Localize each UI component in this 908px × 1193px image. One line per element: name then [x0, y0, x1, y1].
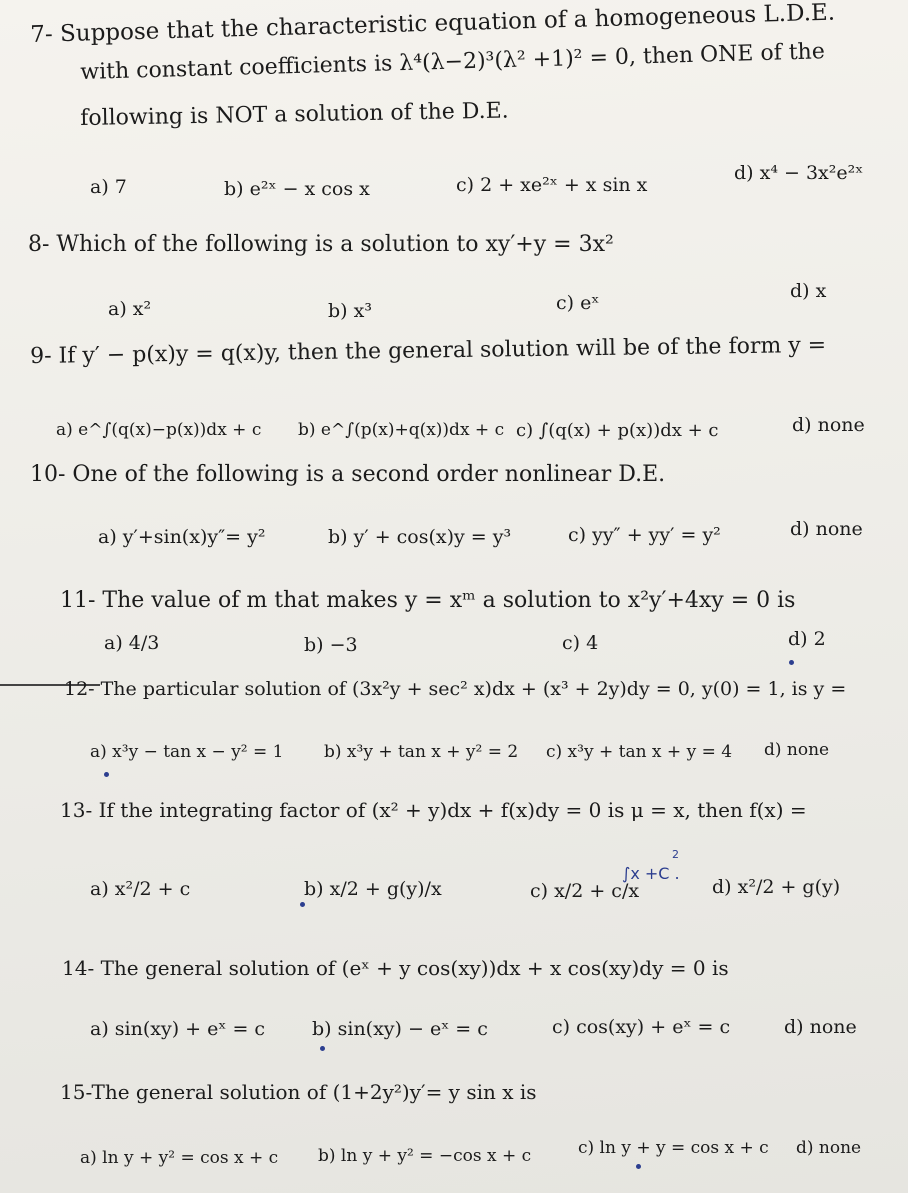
question-14-option-c: c) cos(xy) + eˣ = c — [552, 1016, 731, 1038]
question-15-option-b: b) ln y + y² = −cos x + c — [318, 1146, 532, 1166]
question-10-option-d: d) none — [790, 518, 863, 540]
handwritten-note-sub: 2 — [672, 848, 679, 861]
question-15-option-c: c) ln y + y = cos x + c — [578, 1138, 769, 1158]
question-9-option-b: b) e^∫(p(x)+q(x))dx + c — [298, 420, 505, 440]
question-10-option-c: c) yy″ + yy′ = y² — [568, 524, 721, 546]
question-9-option-d: d) none — [792, 414, 865, 436]
question-15-option-d: d) none — [796, 1138, 862, 1158]
handwritten-note: ∫x +C . — [622, 864, 680, 883]
pen-dot — [636, 1164, 641, 1169]
question-11-option-d: d) 2 — [788, 628, 826, 650]
question-13-option-a: a) x²/2 + c — [90, 878, 191, 900]
question-14-option-b: b) sin(xy) − eˣ = c — [312, 1018, 488, 1040]
question-12-option-c: c) x³y + tan x + y = 4 — [546, 742, 733, 762]
question-7-line-3: following is NOT a solution of the D.E. — [80, 98, 509, 131]
pen-dot — [789, 660, 794, 665]
question-7-line-1: 7- Suppose that the characteristic equation of a homogeneous L.D.E. — [30, 0, 836, 48]
question-13-option-c: c) x/2 + c/x — [530, 880, 640, 902]
pen-dot — [104, 772, 109, 777]
question-9-option-c: c) ∫(q(x) + p(x))dx + c — [516, 420, 719, 441]
question-12-option-b: b) x³y + tan x + y² = 2 — [324, 742, 519, 762]
pen-dot — [300, 902, 305, 907]
question-8-option-c: c) eˣ — [556, 292, 600, 314]
question-13-option-d: d) x²/2 + g(y) — [712, 876, 841, 898]
question-11-option-a: a) 4/3 — [104, 632, 160, 654]
question-15-line-1: 15-The general solution of (1+2y²)y′= y sin x is — [60, 1080, 537, 1104]
question-15-option-a: a) ln y + y² = cos x + c — [80, 1148, 279, 1168]
question-8-option-d: d) x — [790, 280, 827, 302]
question-9-line-1: 9- If y′ − p(x)y = q(x)y, then the general solution will be of the form y = — [30, 332, 827, 369]
question-13-line-1: 13- If the integrating factor of (x² + y)dx + f(x)dy = 0 is μ = x, then f(x) = — [60, 798, 807, 822]
question-9-option-a: a) e^∫(q(x)−p(x))dx + c — [56, 420, 262, 440]
question-13-option-b: b) x/2 + g(y)/x — [304, 878, 442, 900]
pen-dot — [320, 1046, 325, 1051]
question-7-option-d: d) x⁴ − 3x²e²ˣ — [734, 162, 864, 184]
question-10-line-1: 10- One of the following is a second order nonlinear D.E. — [30, 462, 666, 487]
question-12-line-1: 12- The particular solution of (3x²y + sec² x)dx + (x³ + 2y)dy = 0, y(0) = 1, is y = — [64, 678, 847, 700]
question-14-option-d: d) none — [784, 1016, 857, 1038]
question-7-line-2: with constant coefficients is λ⁴(λ−2)³(λ² +1)² = 0, then ONE of the — [80, 39, 826, 85]
question-10-option-b: b) y′ + cos(x)y = y³ — [328, 526, 512, 548]
question-7-option-a: a) 7 — [90, 176, 127, 198]
question-14-line-1: 14- The general solution of (eˣ + y cos(xy))dx + x cos(xy)dy = 0 is — [62, 956, 729, 980]
question-7-option-b: b) e²ˣ − x cos x — [224, 178, 370, 200]
question-11-option-b: b) −3 — [304, 634, 358, 656]
question-8-option-a: a) x² — [108, 298, 152, 320]
question-10-option-a: a) y′+sin(x)y″= y² — [98, 526, 266, 548]
question-8-line-1: 8- Which of the following is a solution to xy′+y = 3x² — [28, 232, 614, 257]
question-14-option-a: a) sin(xy) + eˣ = c — [90, 1018, 266, 1040]
question-11-line-1: 11- The value of m that makes y = xᵐ a solution to x²y′+4xy = 0 is — [60, 588, 796, 613]
question-8-option-b: b) x³ — [328, 300, 372, 322]
question-11-option-c: c) 4 — [562, 632, 599, 654]
question-7-option-c: c) 2 + xe²ˣ + x sin x — [456, 174, 648, 196]
question-12-option-a: a) x³y − tan x − y² = 1 — [90, 742, 284, 762]
question-12-option-d: d) none — [764, 740, 830, 760]
